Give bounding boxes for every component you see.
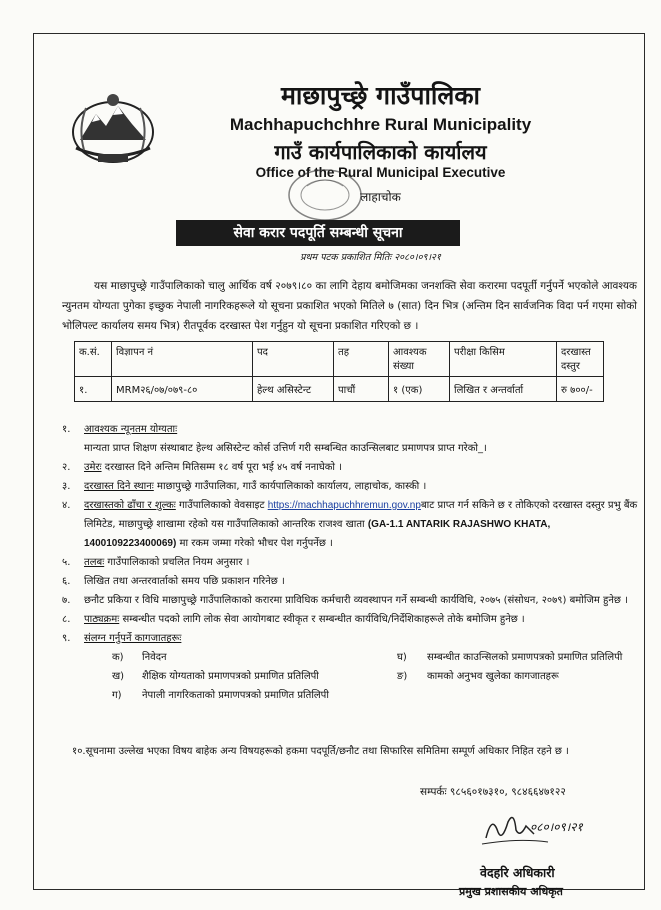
item-heading: संलग्न गर्नुपर्ने कागजातहरूः	[84, 633, 182, 644]
notice-paragraph: यस माछापुच्छ्रे गाउँपालिकाको चालु आर्थिक वर्ष २०७९।८० का लागि देहाय बमोजिमका जनशक्ति सेवा करारमा पदपूर्ती गर्नुपर्ने भएकोले आवश्यक न्युनतम योग्यता पुगेका इच्छुक नेपाली नागरिकहरूले यो सूचना प्रकाशित भएको मितिले ७ (सात) दिन भित्र (अन्तिम दिन सार्वजनिक विदा पर्न गएमा सोको भोलिपल्ट कार्यालय समय भित्र) रीतपूर्वक दरखास्त पेश गर्नुहुन यो सूचना प्रकाशित गरिएको छ ।	[62, 280, 637, 332]
item-heading: दरखास्तको ढाँचा र शुल्कः	[84, 500, 176, 511]
officer-name: वेदहरि अधिकारी	[480, 865, 555, 880]
signature-date: ०८०।०९।२१	[530, 820, 583, 834]
col-header-exam: परीक्षा किसिम	[450, 342, 557, 377]
list-item: २. उमेरः दरखास्त दिने अन्तिम मितिसम्म १८ वर्ष पूरा भई ४५ वर्ष ननाघेको ।	[62, 462, 342, 473]
cell-count: १ (एक)	[389, 377, 450, 402]
list-item: ७. छनौट प्रकिया र विधि माछापुच्छ्रे गाउँपालिकाको करारमा प्राविधिक कर्मचारी व्यवस्थापन गर्ने सम्बन्धी कार्यविधि, २०७५ (संसोधन, २०७९) बमोजिम हुनेछ ।	[62, 595, 628, 606]
officer-title: प्रमुख प्रशासकीय अधिकृत	[459, 885, 563, 898]
document-item: ङ) कामको अनुभव खुलेका कागजातहरू	[397, 671, 559, 682]
vacancy-table	[74, 341, 604, 402]
publish-date: प्रथम पटक प्रकाशित मितिः २०८०।०९।२१	[300, 252, 441, 263]
documents-list	[62, 648, 642, 742]
cell-sn: १.	[75, 377, 112, 402]
list-item: ६. लिखित तथा अन्तरवार्ताको समय पछि प्रकाशन गरिनेछ ।	[62, 576, 285, 587]
list-item: ८. पाठ्यक्रमः सम्बन्धीत पदको लागि लोक सेवा आयोगबाट स्वीकृत र सम्बन्धीत कार्यविधि/निर्देशिकाहरूले तोके बमोजिम हुनेछ ।	[62, 614, 525, 625]
item-text: मा रकम जम्मा गरेको भौचर पेश गर्नुपर्नेछ ।	[179, 538, 333, 549]
item-text: छनौट प्रकिया र विधि माछापुच्छ्रे गाउँपालिकाको करारमा प्राविधिक कर्मचारी व्यवस्थापन गर्ने सम्बन्धी कार्यविधि, २०७५ (संसोधन, २०७९) बमोजिम हुनेछ ।	[84, 595, 628, 606]
item-text: दरखास्त दिने अन्तिम मितिसम्म १८ वर्ष पूरा भई ४५ वर्ष ननाघेको ।	[104, 462, 342, 473]
item-text: माछापुच्छ्रे गाउँपालिका, गाउँ कार्यपालिकाको कार्यालय, लाहाचोक, कास्की ।	[157, 481, 427, 492]
item-heading: उमेरः	[84, 462, 102, 473]
office-nepali: गाउँ कार्यपालिकाको कार्यालय	[274, 140, 487, 164]
table-header-row	[75, 342, 604, 377]
requirements-list	[62, 420, 642, 761]
item-text: बाट प्राप्त गर्न सकिने छ र तोकिएको दरखास्त दस्तुर प्रभु बैंक लिमिटेड, माछापुच्छ्रे शाखामा रहेको यस गाउँपालिकाको आन्तरिक राजश्व खाता	[84, 500, 638, 530]
list-item: ३. दरखास्त दिने स्थानः माछापुच्छ्रे गाउँपालिका, गाउँ कार्यपालिकाको कार्यालय, लाहाचोक, कास्की ।	[62, 481, 427, 492]
list-item-10: १०.सूचनामा उल्लेख भएका विषय बाहेक अन्य विषयहरूको हकमा पदपूर्ति/छनौट तथा सिफारिस समितिमा सम्पूर्ण अधिकार निहित रहने छ ।	[72, 746, 569, 757]
cell-ad-no: MRM२६/०७/०७९-८०	[112, 377, 253, 402]
col-header-count: आवश्यक संख्या	[389, 342, 450, 377]
document-item: क) निवेदन	[112, 652, 167, 663]
item-heading: तलबः	[84, 557, 105, 568]
item-text: सम्बन्धीत पदको लागि लोक सेवा आयोगबाट स्वीकृत र सम्बन्धीत कार्यविधि/निर्देशिकाहरूले तोके बमोजिम हुनेछ ।	[122, 614, 525, 625]
title-english: Machhapuchchhre Rural Municipality	[229, 115, 532, 134]
list-item: ५. तलबः गाउँपालिकाको प्रचलित नियम अनुसार ।	[62, 557, 250, 568]
table-row	[75, 377, 604, 402]
document-item: घ) सम्बन्धीत काउन्सिलको प्रमाणपत्रको प्रमाणित प्रतिलिपी	[397, 652, 623, 663]
item-text: गाउँपालिकाको प्रचलित नियम अनुसार ।	[107, 557, 250, 568]
cell-exam: लिखित र अन्तर्वार्ता	[450, 377, 557, 402]
office-location: लाहाचोक	[360, 190, 401, 204]
website-link[interactable]: https://machhapuchhremun.gov.np	[267, 500, 421, 511]
col-header-fee: दरखास्त दस्तुर	[557, 342, 604, 377]
document-item: ग) नेपाली नागरिकताको प्रमाणपत्रको प्रमाणित प्रतिलिपी	[112, 690, 329, 701]
office-english: Office of the Rural Municipal Executive	[255, 165, 506, 180]
item-heading: पाठ्यक्रमः	[84, 614, 120, 625]
col-header-post: पद	[253, 342, 334, 377]
item-heading: दरखास्त दिने स्थानः	[84, 481, 154, 492]
item-text: मान्यता प्राप्त शिक्षण संस्थाबाट हेल्थ असिस्टेन्ट कोर्स उत्तिर्ण गरी सम्बन्धित काउन्सिलबाट प्रमाणपत्र प्राप्त गरेको_।	[84, 443, 487, 454]
item-text: गाउँपालिकाको वेवसाइट	[179, 500, 265, 511]
item-text: लिखित तथा अन्तरवार्ताको समय पछि प्रकाशन गरिनेछ ।	[84, 576, 285, 587]
item-heading: आवश्यक न्यूनतम योग्यताः	[84, 424, 178, 435]
col-header-level: तह	[334, 342, 389, 377]
cell-post: हेल्थ असिस्टेन्ट	[253, 377, 334, 402]
col-header-ad-no: विज्ञापन नं	[112, 342, 253, 377]
title-nepali: माछापुच्छ्रे गाउँपालिका	[280, 81, 481, 110]
office-stamp-icon	[285, 166, 365, 224]
contact-numbers: सम्पर्कः ९८५६०१७३१०, ९८४६६४७१२२	[420, 786, 566, 798]
list-item: ९. संलग्न गर्नुपर्ने कागजातहरूः	[62, 633, 182, 644]
list-item: १. आवश्यक न्यूनतम योग्यताः मान्यता प्राप्त शिक्षण संस्थाबाट हेल्थ असिस्टेन्ट कोर्स उत्तिर्ण गरी सम्बन्धित काउन्सिलबाट प्रमाणपत्र प्राप्त गरेको_।	[62, 424, 487, 454]
notice-banner: सेवा करार पदपूर्ति सम्बन्धी सूचना	[176, 220, 460, 246]
col-header-sn: क.सं.	[75, 342, 112, 377]
account-number: (GA-1.1 ANTARIK RAJASHWO KHATA, 1400109223400069)	[84, 519, 551, 549]
list-item: ४. दरखास्तको ढाँचा र शुल्कः गाउँपालिकाको वेवसाइट https://machhapuchhremun.gov.npबाट प्राप्त गर्न सकिने छ र तोकिएको दरखास्त दस्तुर प्रभु बैंक लिमिटेड, माछापुच्छ्रे शाखामा रहेको यस गाउँपालिकाको आन्तरिक राजश्व खाता (GA-1.1 ANTARIK RAJASHWO KHATA, 1400109223400069) मा रकम जम्मा गरेको भौचर पेश गर्नुपर्नेछ ।	[62, 500, 638, 549]
cell-fee: रु ७००/-	[557, 377, 604, 402]
cell-level: पाचौं	[334, 377, 389, 402]
document-item: ख) शैक्षिक योग्यताको प्रमाणपत्रको प्रमाणित प्रतिलिपी	[112, 671, 319, 682]
